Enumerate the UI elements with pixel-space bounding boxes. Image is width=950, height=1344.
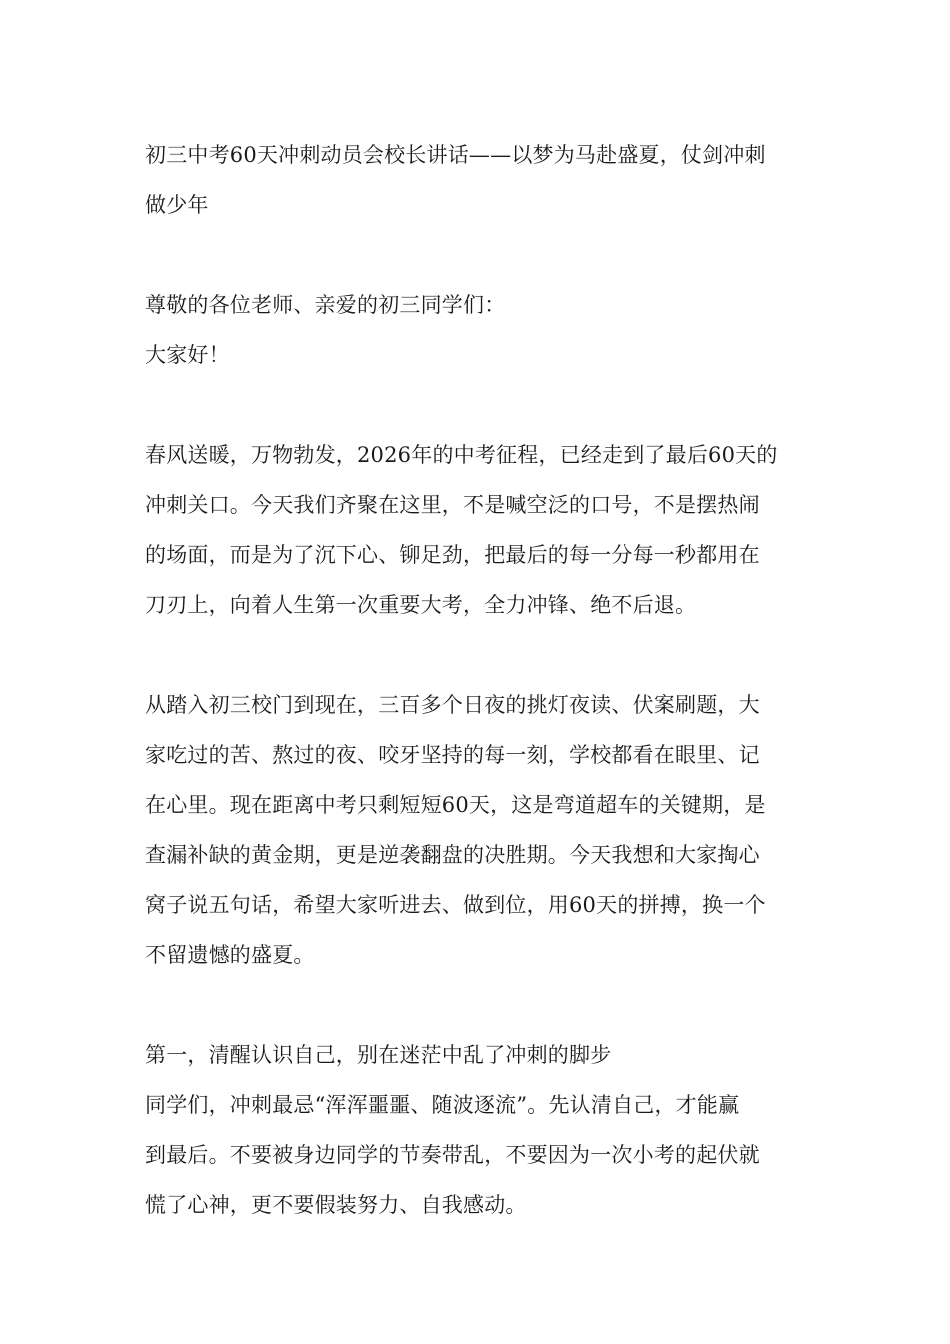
title-line: 初三中考60天冲刺动员会校长讲话——以梦为马赴盛夏，仗剑冲刺 (145, 143, 766, 167)
paragraph-line: 刀刃上，向着人生第一次重要大考，全力冲锋、绝不后退。 (145, 593, 697, 617)
salutation: 尊敬的各位老师、亲爱的初三同学们： (145, 293, 506, 317)
paragraph-2 (145, 680, 810, 980)
section-1 (145, 1030, 810, 1230)
title-line: 做少年 (145, 193, 209, 217)
paragraph-line: 查漏补缺的黄金期，更是逆袭翻盘的决胜期。今天我想和大家掏心 (145, 843, 760, 867)
section-heading: 第一，清醒认识自己，别在迷茫中乱了冲刺的脚步 (145, 1043, 612, 1067)
greeting: 大家好！ (145, 343, 230, 367)
document-page (145, 130, 810, 1230)
paragraph-line: 不留遗憾的盛夏。 (145, 943, 315, 967)
paragraph-line: 慌了心神，更不要假装努力、自我感动。 (145, 1193, 527, 1217)
paragraph-line: 到最后。不要被身边同学的节奏带乱，不要因为一次小考的起伏就 (145, 1143, 760, 1167)
paragraph-line: 冲刺关口。今天我们齐聚在这里，不是喊空泛的口号，不是摆热闹 (145, 493, 760, 517)
paragraph-line: 的场面，而是为了沉下心、铆足劲，把最后的每一分每一秒都用在 (145, 543, 760, 567)
paragraph-line: 窝子说五句话，希望大家听进去、做到位，用60天的拼搏，换一个 (145, 893, 766, 917)
document-title (145, 130, 810, 230)
paragraph-line: 家吃过的苦、熬过的夜、咬牙坚持的每一刻，学校都看在眼里、记 (145, 743, 760, 767)
paragraph-line: 从踏入初三校门到现在，三百多个日夜的挑灯夜读、伏案刷题，大 (145, 693, 760, 717)
paragraph-line: 在心里。现在距离中考只剩短短60天，这是弯道超车的关键期，是 (145, 793, 766, 817)
paragraph-1 (145, 430, 810, 630)
paragraph-line: 同学们，冲刺最忌“浑浑噩噩、随波逐流”。先认清自己，才能赢 (145, 1093, 740, 1117)
paragraph-line: 春风送暖，万物勃发，2026年的中考征程，已经走到了最后60天的 (145, 443, 778, 467)
